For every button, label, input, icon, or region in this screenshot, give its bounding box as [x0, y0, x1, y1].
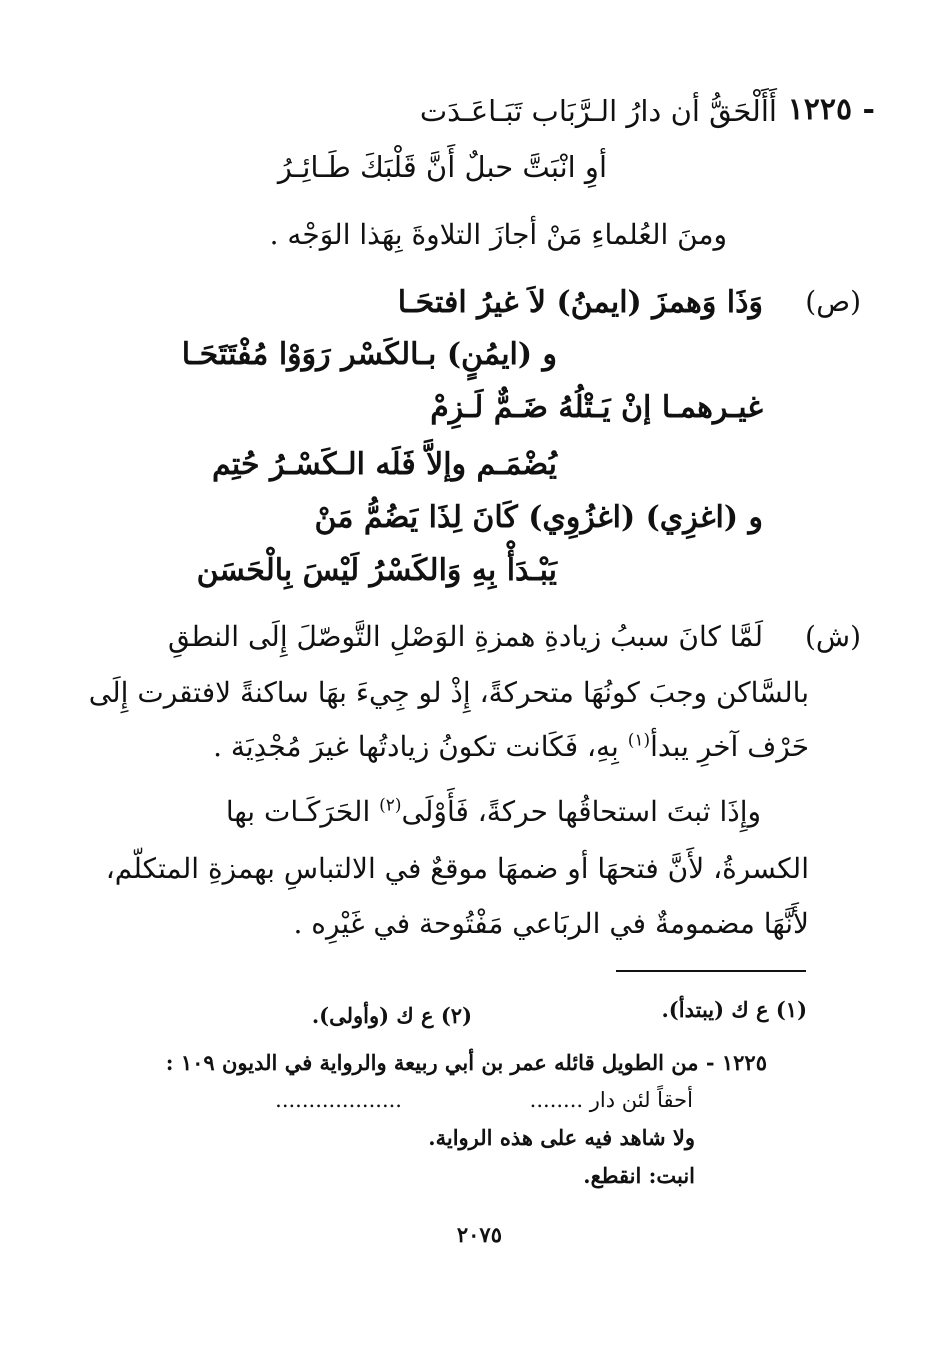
text-verse-line: و (ايمُنٍ) بـالكَسْر رَوَوْا مُفْتَتَحَـا: [181, 337, 557, 372]
verse-first-hemistich: أَأَلْحَقُّ أن دارُ الـرَّبَاب تَبَـاعَـدَت: [419, 94, 777, 128]
footnote-ref-2: (٢): [379, 795, 402, 816]
entry-number: ١٢٢٥ -: [787, 92, 875, 127]
footnote-1: (١) ع ك (يبتدأ).: [661, 997, 807, 1022]
footnote-2: (٢) ع ك (وأولى).: [311, 1003, 472, 1028]
footnote-source: ١٢٢٥ - من الطويل قائله عمر بن أبي ربيعة والرواية في الديون ١٠٩ :: [165, 1050, 767, 1075]
page-number: ٢٠٧٥: [456, 1222, 502, 1247]
commentary-segment: الحَرَكَـات بها: [225, 795, 380, 828]
commentary-segment: حَرْف آخرِ يبدأ: [650, 730, 809, 763]
commentary-line-4: [226, 795, 761, 828]
reading-note: ومنَ العُلماءِ مَنْ أجازَ التلاوةَ بِهَذا الوَجْه .: [269, 218, 727, 251]
commentary-line: لَمَّا كانَ سببُ زيادةِ همزةِ الوَصْلِ التَّوصّلَ إِلَى النطقِ: [167, 620, 763, 653]
footnote-gloss: انبت: انقطع.: [583, 1163, 695, 1188]
footnote-separator: [616, 970, 806, 972]
commentary-line: بالسَّاكن وجبَ كونُهَا متحركةً، إِذْ لو جِيءَ بهَا ساكنةً لافتقرت إِلَى: [88, 676, 809, 709]
text-verse-line: و (اغزِي) (اغزُوِي) كَانَ لِذَا يَضُمُّ مَنْ: [314, 500, 763, 535]
text-marker: (ص): [805, 285, 861, 318]
text-verse-line: غيـرهمـا إنْ يَـتْلُهُ ضَـمٌّ لَـزِمْ: [430, 390, 763, 425]
footnote-variant-dots: ...................: [275, 1088, 402, 1112]
commentary-segment: وإِذَا ثبتَ استحاقُها حركةً، فَأَوْلَى: [401, 795, 761, 828]
commentary-line: لأَنَّهَا مضمومةٌ في الربَاعي مَفْتُوحة في غَيْرِه .: [293, 907, 809, 940]
commentary-line: الكسرةُ، لأَنَّ فتحهَا أو ضمهَا موقعٌ في الالتباسِ بهمزةِ المتكلّم،: [105, 852, 809, 885]
footnote-remark: ولا شاهد فيه على هذه الرواية.: [428, 1125, 695, 1150]
verse-second-hemistich: أوِ انْبَتَّ حبلٌ أَنَّ قَلْبَكَ طَـائِـرُ: [277, 150, 607, 184]
commentary-marker: (ش): [804, 620, 861, 653]
text-verse-line: يُضْمَـم وإلاَّ فَلَه الـكَسْـرُ حُتِم: [211, 447, 557, 482]
text-verse-line: وَذَا وَهمزَ (ايمنُ) لاَ غيرُ افتحَـا: [397, 285, 763, 320]
commentary-segment: بِهِ، فَكَانت تكونُ زيادتُها غيرَ مُجْدِيَة .: [213, 730, 628, 763]
footnote-ref-1: (١): [627, 730, 651, 751]
commentary-line-3: [213, 730, 809, 763]
footnote-variant-start: أحقاً لئن دار ........: [529, 1088, 693, 1112]
text-verse-line: يَبْـدَأْ بِهِ وَالكَسْرُ لَيْسَ بِالْحَسَن: [196, 553, 557, 588]
